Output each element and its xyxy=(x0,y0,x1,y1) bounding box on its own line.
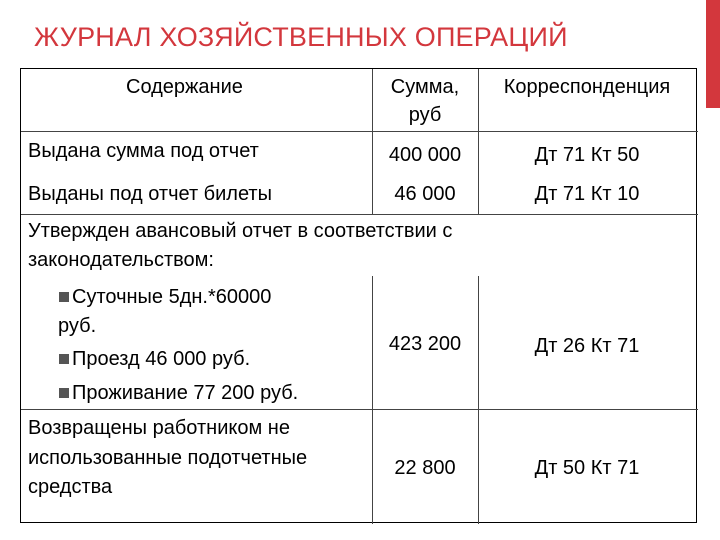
bullet-icon xyxy=(59,354,69,364)
operations-table xyxy=(20,68,697,523)
row4-content: Возвращены работником не xyxy=(28,417,290,439)
header-content: Содержание xyxy=(126,76,243,98)
page-title: ЖУРНАЛ ХОЗЯЙСТВЕННЫХ ОПЕРАЦИЙ xyxy=(34,22,568,52)
row4-content-cont: средства xyxy=(28,476,113,498)
row-divider xyxy=(21,409,698,410)
header-sum-unit: руб xyxy=(408,104,442,126)
row2-sum: 46 000 xyxy=(394,183,456,205)
column-divider xyxy=(372,276,373,524)
row1-correspondence: Дт 71 Кт 50 xyxy=(534,144,640,166)
list-item: Проживание 77 200 руб. xyxy=(59,379,298,407)
row2-content: Выданы под отчет билеты xyxy=(28,183,272,205)
column-divider xyxy=(478,276,479,524)
row4-sum: 22 800 xyxy=(394,457,456,479)
row3-content-cont: законодательством: xyxy=(28,249,214,271)
row4-correspondence: Дт 50 Кт 71 xyxy=(534,457,640,479)
row4-content-cont: использованные подотчетные xyxy=(28,447,308,469)
bullet-icon xyxy=(59,388,69,398)
accent-bar xyxy=(706,0,720,108)
row-divider xyxy=(21,214,698,215)
bullet-icon xyxy=(59,292,69,302)
row-divider xyxy=(21,131,698,132)
row3-content: Утвержден авансовый отчет в соответствии с xyxy=(28,220,453,242)
list-item: Суточные 5дн.*60000 xyxy=(59,283,271,311)
row3-sum: 423 200 xyxy=(388,333,462,355)
row2-correspondence: Дт 71 Кт 10 xyxy=(534,183,640,205)
list-item: Проезд 46 000 руб. xyxy=(59,345,250,373)
row1-sum: 400 000 xyxy=(388,144,462,166)
header-sum: Сумма, xyxy=(390,76,460,98)
list-item-cont: руб. xyxy=(58,315,97,337)
row3-correspondence: Дт 26 Кт 71 xyxy=(534,335,640,357)
row1-content: Выдана сумма под отчет xyxy=(28,140,259,162)
header-correspondence: Корреспонденция xyxy=(503,76,671,98)
